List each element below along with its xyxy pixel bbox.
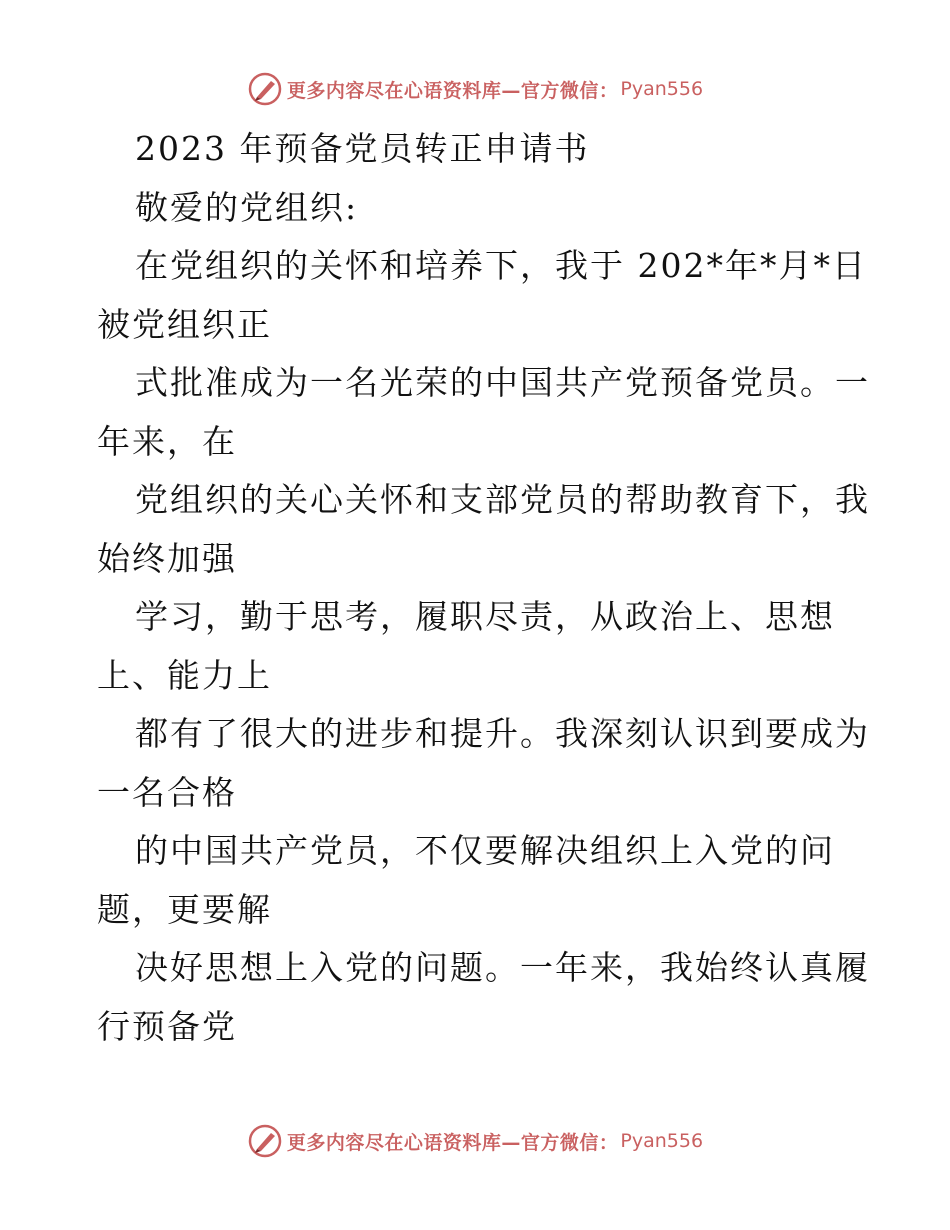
paragraph-line: 决好思想上入党的问题。一年来，我始终认真履 xyxy=(135,948,870,987)
watermark-wechat-id: Pyan556 xyxy=(620,78,704,100)
document-title: 2023 年预备党员转正申请书 xyxy=(135,129,590,168)
paragraph-line: 式批准成为一名光荣的中国共产党预备党员。一 xyxy=(135,363,870,402)
paragraph-line: 学习，勤于思考，履职尽责，从政治上、思想 xyxy=(135,597,835,636)
paragraph-line: 题，更要解 xyxy=(97,889,272,929)
header-watermark xyxy=(0,71,950,107)
pen-logo-icon xyxy=(247,71,283,107)
paragraph-line: 行预备党 xyxy=(97,1006,237,1046)
paragraph-line: 党组织的关心关怀和支部党员的帮助教育下，我 xyxy=(135,480,870,519)
watermark-text: 更多内容尽在心语资料库—官方微信： xyxy=(286,79,619,102)
paragraph-line: 始终加强 xyxy=(97,538,237,578)
salutation: 敬爱的党组织: xyxy=(135,187,359,227)
footer-watermark xyxy=(0,1123,950,1159)
pen-logo-icon xyxy=(247,1123,283,1159)
paragraph-line: 在党组织的关怀和培养下，我于 202*年*月*日 xyxy=(135,246,867,285)
paragraph-line: 被党组织正 xyxy=(97,304,272,344)
paragraph-line: 的中国共产党员，不仅要解决组织上入党的问 xyxy=(135,831,835,870)
document-body xyxy=(97,120,870,1056)
paragraph-line: 年来，在 xyxy=(97,421,237,461)
watermark-text: 更多内容尽在心语资料库—官方微信： xyxy=(286,1131,619,1154)
paragraph-line: 都有了很大的进步和提升。我深刻认识到要成为 xyxy=(135,714,870,753)
paragraph-line: 一名合格 xyxy=(97,772,237,812)
watermark-wechat-id: Pyan556 xyxy=(620,1130,704,1152)
paragraph-line: 上、能力上 xyxy=(97,655,272,695)
